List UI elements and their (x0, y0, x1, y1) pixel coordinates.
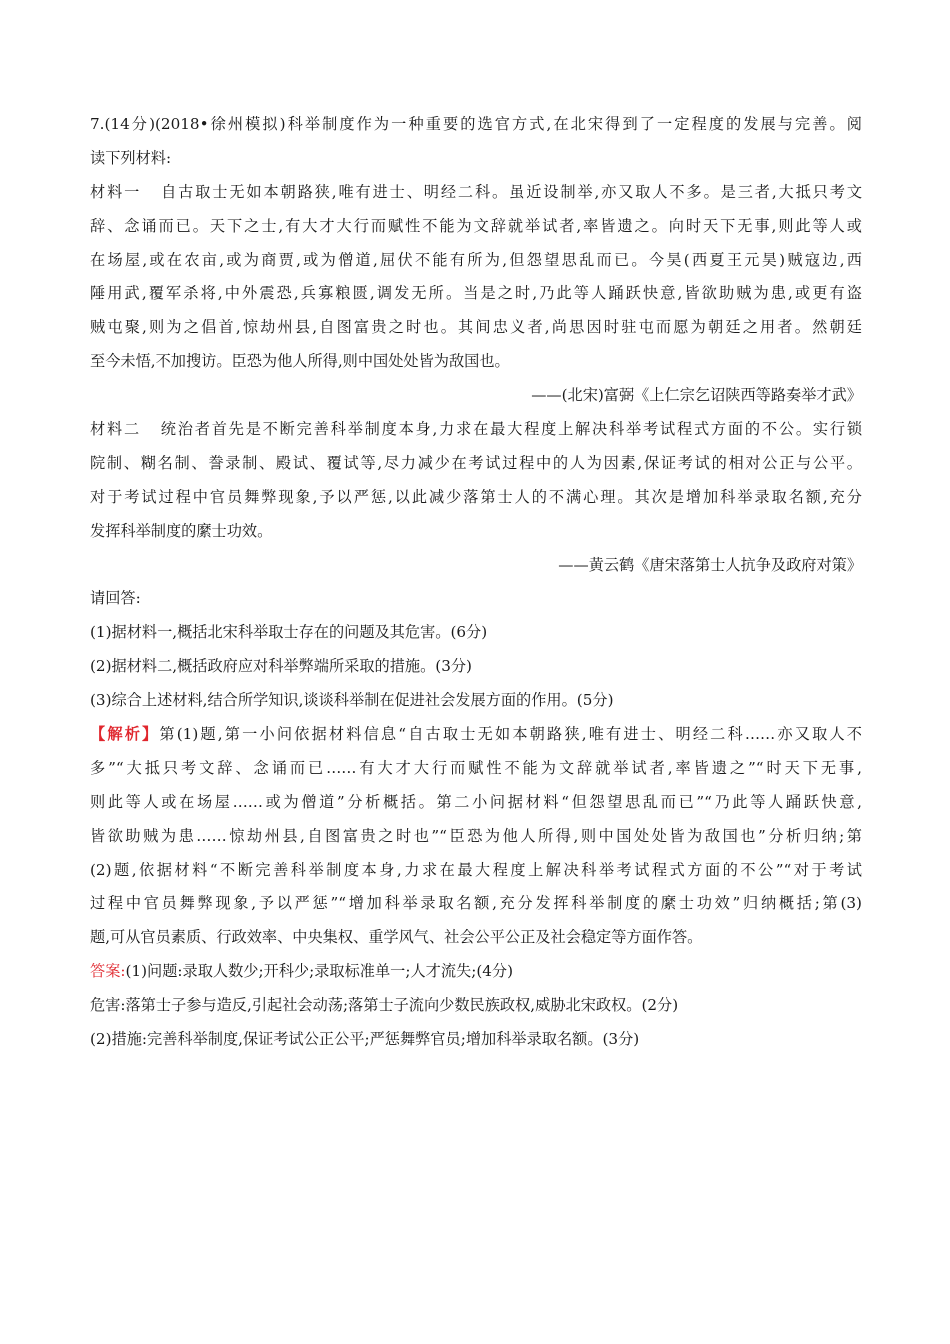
material1-line-3: 在场屋,或在农亩,或为商贾,或为僧道,屈伏不能有所为,但怨望思乱而已。今昊(西夏王元昊)贼寇边,西 (90, 250, 862, 269)
material1-label: 材料一 (90, 182, 142, 201)
material1-line-4: 陲用武,覆军杀将,中外震恐,兵寡粮匮,调发无所。当是之时,乃此等人踊跃快意,皆欲助贼为患,或更有盗 (90, 284, 862, 303)
analysis-line-2: 多”“大抵只考文辞、念诵而已……有大才大行而赋性不能为文辞就举试者,率皆遗之”“时天下无事, (90, 758, 862, 777)
analysis-line-7: 题,可从官员素质、行政效率、中央集权、重学风气、社会公平公正及社会稳定等方面作答。 (90, 928, 703, 947)
document-page (90, 108, 862, 1057)
material1-text-1: 自古取士无如本朝路狭,唯有进士、明经二科。虽近设制举,亦又取人不多。是三者,大抵只考文 (159, 182, 863, 201)
analysis-line-6: 过程中官员舞弊现象,予以严惩”“增加科举录取名额,充分发挥科举制度的縻士功效”归纳概括;第(3) (90, 894, 862, 913)
material2-line-3: 对于考试过程中官员舞弊现象,予以严惩,以此减少落第士人的不满心理。其次是增加科举录取名额,充分 (90, 487, 862, 506)
answer-line-3: (2)措施:完善科举制度,保证考试公正公平;严惩舞弊官员;增加科举录取名额。(3分) (90, 1030, 640, 1049)
question-stem-line-2: 读下列材料: (90, 148, 172, 167)
questions-prompt: 请回答: (90, 589, 141, 608)
material2-text-1: 统治者首先是不断完善科举制度本身,力求在最大程度上解决科举考试程式方面的不公。实行锁 (158, 420, 863, 439)
answer-text-1: (1)问题:录取人数少;开科少;录取标准单一;人才流失;(4分) (125, 962, 514, 981)
material1-line-6: 至今未悟,不加搜访。臣恐为他人所得,则中国处处皆为敌国也。 (90, 352, 510, 371)
analysis-line-3: 则此等人或在场屋……或为僧道”分析概括。第二小问据材料“但怨望思乱而已”“乃此等人踊跃快意, (90, 792, 862, 811)
answer-tag: 答案: (90, 962, 126, 981)
question-stem-line-1: 7.(14分)(2018•徐州模拟)科举制度作为一种重要的选官方式,在北宋得到了一定程度的发展与完善。阅 (90, 115, 862, 133)
question-item-1: (1)据材料一,概括北宋科举取士存在的问题及其危害。(6分) (90, 623, 488, 642)
material2-source: ——黄云鹤《唐宋落第士人抗争及政府对策》 (558, 555, 862, 574)
analysis-line-4: 皆欲助贼为患……惊劫州县,自图富贵之时也”“臣恐为他人所得,则中国处处皆为敌国也”分析归纳;第 (90, 826, 862, 845)
material2-line-1 (90, 413, 862, 447)
material2-line-2: 院制、糊名制、誊录制、殿试、覆试等,尽力减少在考试过程中的人为因素,保证考试的相对公正与公平。 (90, 453, 862, 472)
answer-line-1 (90, 955, 862, 989)
answer-line-2: 危害:落第士子参与造反,引起社会动荡;落第士子流向少数民族政权,威胁北宋政权。(2分) (90, 996, 679, 1015)
material1-line-5: 贼屯聚,则为之倡首,惊劫州县,自图富贵之时也。其间忠义者,尚思因时驻屯而愿为朝廷之用者。然朝廷 (90, 318, 862, 337)
material1-source: ——(北宋)富弼《上仁宗乞诏陕西等路奏举才武》 (531, 386, 862, 405)
material1-line-1 (90, 176, 862, 210)
material1-line-2: 辞、念诵而已。天下之士,有大才大行而赋性不能为文辞就举试者,率皆遗之。向时天下无事,则此等人或 (90, 216, 862, 235)
analysis-line-1 (90, 718, 862, 752)
question-item-2: (2)据材料二,概括政府应对科举弊端所采取的措施。(3分) (90, 657, 472, 676)
analysis-tag: 【解析】 (90, 725, 160, 744)
question-item-3: (3)综合上述材料,结合所学知识,谈谈科举制在促进社会发展方面的作用。(5分) (90, 691, 614, 710)
analysis-line-5: (2)题,依据材料“不断完善科举制度本身,力求在最大程度上解决科举考试程式方面的不公”“对于考试 (90, 860, 862, 879)
analysis-text-1: 第(1)题,第一小问依据材料信息“自古取士无如本朝路狭,唯有进士、明经二科……亦又取人不 (159, 725, 862, 744)
material2-label: 材料二 (90, 420, 141, 439)
material2-line-4: 发挥科举制度的縻士功效。 (90, 521, 273, 540)
